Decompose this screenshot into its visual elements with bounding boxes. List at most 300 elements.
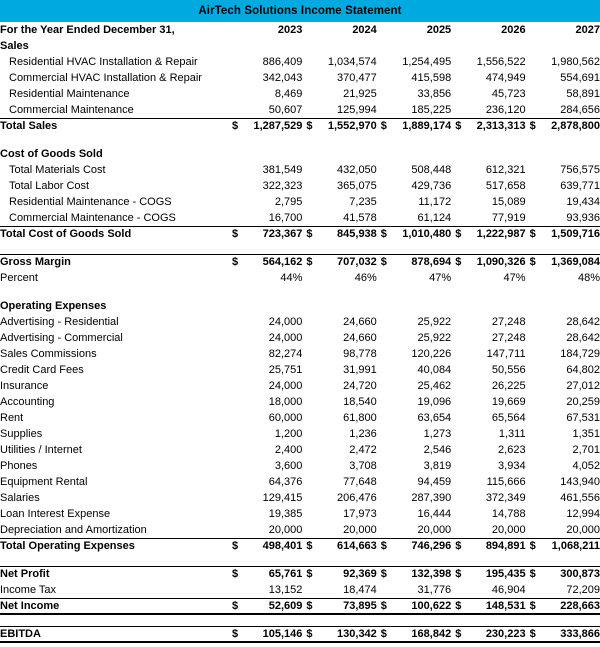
line-item-value: 115,666 (486, 476, 526, 488)
line-item-value: 7,235 (349, 196, 377, 208)
value-cell (377, 146, 451, 162)
line-item-row (0, 442, 600, 458)
currency-symbol: $ (232, 540, 239, 552)
currency-symbol: $ (306, 256, 313, 268)
value-figure: 195,435 (485, 568, 526, 580)
net-profit-value (302, 566, 376, 582)
value-figure: 1,369,084 (551, 256, 600, 268)
currency-symbol: $ (380, 256, 387, 268)
value-figure: 168,842 (411, 627, 452, 640)
line-item-value: 236,120 (485, 103, 526, 116)
section-total-value (451, 538, 525, 554)
section-total-label: Total Cost of Goods Sold (0, 226, 228, 242)
line-item-value: 474,949 (485, 72, 526, 84)
line-item-value: 20,000 (343, 523, 377, 536)
spacer-cell (228, 134, 302, 146)
page-title: AirTech Solutions Income Statement (198, 5, 402, 17)
line-item-value: 25,462 (417, 380, 452, 392)
line-item-value: 27,012 (566, 380, 600, 392)
income-tax-value: 46,904 (491, 583, 526, 596)
line-item-value: 284,656 (560, 103, 600, 116)
line-item-value: 25,922 (417, 316, 452, 328)
gross-margin-percent-value: 48% (577, 272, 600, 284)
line-item-label: Accounting (0, 396, 55, 408)
line-item-value: 50,607 (268, 103, 303, 116)
section-total-value (377, 118, 451, 134)
value-cell (526, 38, 600, 54)
line-item-value: 77,648 (343, 476, 377, 488)
line-item-value: 16,444 (417, 508, 452, 520)
ebitda-value (451, 626, 525, 642)
line-item-value: 756,575 (560, 164, 600, 176)
currency-symbol: $ (306, 627, 313, 640)
line-item-value: 27,248 (491, 332, 526, 344)
spacer-cell (526, 286, 600, 298)
value-cell (526, 146, 600, 162)
net-income-value (302, 598, 376, 614)
value-figure: 723,367 (262, 228, 303, 240)
line-item-row (0, 522, 600, 538)
currency-symbol: $ (529, 540, 536, 552)
line-item-row (0, 70, 600, 86)
line-item-value: 50,556 (491, 364, 526, 376)
currency-symbol: $ (529, 627, 536, 640)
line-item-label: Commercial Maintenance (9, 103, 134, 116)
currency-symbol: $ (380, 599, 387, 612)
line-item-value: 41,578 (343, 211, 377, 224)
line-item-label: Utilities / Internet (0, 444, 82, 456)
line-item-row (0, 194, 600, 210)
line-item-row (0, 426, 600, 442)
line-item-row (0, 362, 600, 378)
value-figure: 1,552,970 (327, 120, 377, 132)
income-statement-table (0, 22, 600, 643)
line-item-value: 370,477 (337, 72, 377, 84)
line-item-label: Advertising - Residential (0, 316, 119, 328)
value-figure: 1,010,480 (402, 228, 452, 240)
spacer-cell (526, 554, 600, 566)
currency-symbol: $ (529, 228, 536, 240)
line-item-value: 17,973 (343, 508, 377, 520)
line-item-row (0, 314, 600, 330)
line-item-value: 40,084 (417, 364, 452, 376)
line-item-value: 508,448 (411, 164, 452, 176)
section-total-value (228, 118, 302, 134)
value-cell (228, 146, 302, 162)
spacer-cell (377, 134, 451, 146)
currency-symbol: $ (232, 120, 239, 132)
line-item-value: 15,089 (491, 196, 526, 208)
spacer-row (0, 134, 600, 146)
line-item-value: 65,564 (491, 412, 526, 424)
net-income-value (526, 598, 600, 614)
currency-symbol: $ (380, 540, 387, 552)
net-profit-value (451, 566, 525, 582)
line-item-value: 2,472 (349, 444, 377, 456)
value-figure: 52,609 (268, 599, 303, 612)
value-figure: 1,287,529 (253, 120, 303, 132)
currency-symbol: $ (306, 568, 313, 580)
net-income-row (0, 598, 600, 614)
line-item-value: 1,034,574 (327, 56, 377, 68)
line-item-value: 129,415 (262, 492, 303, 504)
line-item-value: 11,172 (418, 196, 452, 208)
line-item-value: 33,856 (417, 88, 452, 100)
currency-symbol: $ (529, 568, 536, 580)
spacer-cell (451, 242, 525, 254)
line-item-value: 61,800 (343, 412, 377, 424)
period-label: For the Year Ended December 31, (0, 24, 175, 36)
line-item-value: 18,540 (343, 396, 377, 408)
line-item-value: 3,708 (349, 460, 377, 472)
line-item-label: Phones (0, 460, 38, 472)
currency-symbol: $ (306, 599, 313, 612)
section-total-row (0, 226, 600, 242)
line-item-label: Sales Commissions (0, 348, 97, 360)
currency-symbol: $ (232, 568, 239, 580)
spacer-cell (377, 242, 451, 254)
section-total-row (0, 538, 600, 554)
value-figure: 746,296 (411, 540, 452, 552)
currency-symbol: $ (455, 120, 462, 132)
section-heading: Operating Expenses (0, 300, 107, 312)
line-item-value: 381,549 (262, 164, 303, 176)
section-heading-row (0, 146, 600, 162)
line-item-row (0, 474, 600, 490)
value-figure: 148,531 (485, 599, 526, 612)
line-item-value: 287,390 (411, 492, 452, 504)
currency-symbol: $ (455, 599, 462, 612)
ebitda-value (526, 626, 600, 642)
spacer-cell (0, 614, 228, 626)
line-item-value: 4,052 (572, 460, 600, 472)
gross-margin-percent-row (0, 270, 600, 286)
column-header-year: 2025 (426, 24, 452, 36)
line-item-value: 125,994 (337, 103, 377, 116)
spacer-cell (451, 554, 525, 566)
line-item-label: Salaries (0, 492, 40, 504)
section-total-row (0, 118, 600, 134)
gross-margin-row (0, 254, 600, 270)
line-item-value: 184,729 (560, 348, 600, 360)
line-item-value: 2,701 (572, 444, 600, 456)
line-item-value: 20,000 (566, 523, 600, 536)
line-item-value: 31,991 (343, 364, 377, 376)
line-item-value: 98,778 (343, 348, 377, 360)
value-figure: 230,223 (485, 627, 526, 640)
line-item-value: 21,925 (343, 88, 377, 100)
spacer-cell (302, 614, 376, 626)
line-item-value: 19,434 (566, 196, 600, 208)
ebitda-value (377, 626, 451, 642)
line-item-value: 3,934 (498, 460, 526, 472)
line-item-value: 20,259 (566, 396, 600, 408)
line-item-row (0, 490, 600, 506)
line-item-value: 206,476 (337, 492, 377, 504)
value-cell (302, 38, 376, 54)
value-cell (451, 146, 525, 162)
currency-symbol: $ (380, 228, 387, 240)
spacer-cell (377, 286, 451, 298)
line-item-value: 372,349 (485, 492, 526, 504)
line-item-label: Supplies (0, 428, 43, 440)
line-item-label: Residential Maintenance - COGS (9, 196, 172, 208)
net-profit-value (228, 566, 302, 582)
value-figure: 228,663 (560, 599, 600, 612)
value-figure: 92,369 (343, 568, 377, 580)
gross-margin-value (451, 254, 525, 270)
income-tax-row (0, 582, 600, 598)
line-item-value: 24,000 (268, 316, 303, 328)
spacer-cell (0, 554, 228, 566)
section-heading: Cost of Goods Sold (0, 148, 103, 160)
value-figure: 707,032 (337, 256, 377, 268)
value-figure: 878,694 (411, 256, 452, 268)
spacer-cell (0, 134, 228, 146)
currency-symbol: $ (306, 120, 313, 132)
line-item-value: 24,000 (268, 380, 303, 392)
value-figure: 132,398 (411, 568, 452, 580)
value-figure: 564,162 (262, 256, 303, 268)
gross-margin-label: Gross Margin (0, 254, 228, 270)
line-item-value: 25,751 (268, 364, 303, 376)
line-item-value: 120,226 (411, 348, 452, 360)
ebitda-row (0, 626, 600, 642)
section-total-value (302, 118, 376, 134)
column-header-year: 2026 (501, 24, 526, 36)
column-header-year: 2023 (277, 24, 303, 36)
gross-margin-value (526, 254, 600, 270)
line-item-value: 517,658 (485, 180, 526, 192)
section-total-value (451, 226, 525, 242)
spacer-row (0, 554, 600, 566)
line-item-value: 20,000 (491, 523, 526, 536)
line-item-row (0, 458, 600, 474)
line-item-value: 432,050 (337, 164, 377, 176)
line-item-value: 415,598 (411, 72, 452, 84)
line-item-value: 19,669 (491, 396, 526, 408)
line-item-value: 14,788 (491, 508, 526, 520)
line-item-value: 143,940 (560, 476, 600, 488)
currency-symbol: $ (529, 120, 536, 132)
currency-symbol: $ (455, 568, 462, 580)
column-header-year: 2024 (352, 24, 377, 36)
spacer-cell (302, 286, 376, 298)
section-heading: Sales (0, 40, 29, 52)
value-cell (526, 298, 600, 314)
section-heading-row (0, 298, 600, 314)
section-total-label: Total Sales (0, 118, 228, 134)
currency-symbol: $ (306, 228, 313, 240)
value-figure: 1,509,716 (551, 228, 600, 240)
gross-margin-value (377, 254, 451, 270)
line-item-value: 45,723 (491, 88, 526, 100)
line-item-value: 3,600 (274, 460, 303, 472)
net-profit-row (0, 566, 600, 582)
value-figure: 2,313,313 (476, 120, 526, 132)
line-item-value: 1,254,495 (402, 56, 452, 68)
line-item-value: 27,248 (491, 316, 526, 328)
line-item-label: Equipment Rental (0, 476, 88, 488)
line-item-value: 147,711 (486, 348, 526, 360)
value-figure: 1,090,326 (476, 256, 526, 268)
line-item-value: 19,385 (268, 508, 303, 520)
section-total-value (526, 118, 600, 134)
value-figure: 105,146 (262, 627, 303, 640)
line-item-row (0, 210, 600, 226)
income-tax-value: 31,776 (417, 583, 452, 596)
gross-margin-value (302, 254, 376, 270)
line-item-label: Loan Interest Expense (0, 508, 111, 520)
line-item-value: 28,642 (566, 316, 600, 328)
line-item-label: Residential HVAC Installation & Repair (9, 56, 198, 68)
currency-symbol: $ (455, 228, 462, 240)
spacer-cell (302, 134, 376, 146)
net-profit-value (526, 566, 600, 582)
ebitda-label: EBITDA (0, 626, 228, 642)
currency-symbol: $ (455, 627, 462, 640)
line-item-value: 28,642 (566, 332, 600, 344)
spacer-cell (0, 286, 228, 298)
line-item-value: 2,623 (498, 444, 526, 456)
value-cell (228, 38, 302, 54)
line-item-label: Credit Card Fees (0, 364, 84, 376)
section-total-value (228, 226, 302, 242)
line-item-value: 1,200 (274, 428, 303, 440)
line-item-value: 554,691 (560, 72, 600, 84)
spacer-cell (451, 614, 525, 626)
currency-symbol: $ (529, 599, 536, 612)
line-item-value: 612,321 (485, 164, 526, 176)
spacer-cell (228, 242, 302, 254)
value-figure: 845,938 (337, 228, 377, 240)
value-figure: 1,068,211 (551, 540, 600, 552)
income-tax-value: 18,474 (343, 583, 377, 596)
column-header-row (0, 22, 600, 38)
line-item-value: 82,274 (268, 348, 303, 360)
line-item-value: 886,409 (262, 56, 303, 68)
income-tax-label: Income Tax (0, 583, 57, 596)
gross-margin-percent-label: Percent (0, 272, 38, 284)
line-item-row (0, 54, 600, 70)
column-header-year: 2027 (575, 24, 600, 36)
section-total-value (377, 226, 451, 242)
line-item-value: 20,000 (268, 523, 303, 536)
line-item-value: 58,891 (566, 88, 600, 100)
value-figure: 65,761 (268, 568, 303, 580)
section-total-value (526, 538, 600, 554)
line-item-value: 64,802 (566, 364, 600, 376)
line-item-row (0, 162, 600, 178)
net-profit-label: Net Profit (0, 566, 228, 582)
value-cell (377, 38, 451, 54)
currency-symbol: $ (306, 540, 313, 552)
section-total-value (377, 538, 451, 554)
value-cell (377, 298, 451, 314)
income-tax-value: 13,152 (268, 583, 303, 596)
value-figure: 1,222,987 (476, 228, 526, 240)
line-item-label: Total Labor Cost (9, 180, 90, 192)
value-figure: 130,342 (337, 627, 377, 640)
line-item-value: 322,323 (262, 180, 303, 192)
line-item-label: Advertising - Commercial (0, 332, 123, 344)
currency-symbol: $ (455, 540, 462, 552)
spacer-row (0, 614, 600, 626)
ebitda-value (228, 626, 302, 642)
value-cell (302, 146, 376, 162)
line-item-value: 67,531 (566, 412, 600, 424)
line-item-value: 2,795 (274, 196, 303, 208)
value-cell (302, 298, 376, 314)
line-item-label: Insurance (0, 380, 49, 392)
line-item-value: 93,936 (566, 211, 600, 224)
line-item-row (0, 330, 600, 346)
line-item-row (0, 86, 600, 102)
line-item-value: 94,459 (417, 476, 452, 488)
line-item-value: 77,919 (491, 211, 526, 224)
spacer-cell (302, 242, 376, 254)
line-item-row (0, 102, 600, 118)
line-item-value: 429,736 (411, 180, 452, 192)
spacer-cell (228, 614, 302, 626)
line-item-row (0, 410, 600, 426)
line-item-value: 1,236 (349, 428, 377, 440)
value-figure: 333,866 (560, 627, 600, 640)
value-figure: 614,663 (337, 540, 377, 552)
spacer-row (0, 286, 600, 298)
line-item-value: 461,556 (560, 492, 600, 504)
line-item-value: 639,771 (560, 180, 600, 192)
line-item-value: 64,376 (268, 476, 303, 488)
spacer-cell (451, 286, 525, 298)
line-item-value: 16,700 (268, 211, 303, 224)
line-item-value: 185,225 (411, 103, 452, 116)
line-item-value: 61,124 (417, 211, 452, 224)
value-cell (451, 298, 525, 314)
line-item-value: 60,000 (268, 412, 303, 424)
statement-title-bar (0, 0, 600, 22)
section-heading-row (0, 38, 600, 54)
section-total-value (228, 538, 302, 554)
spacer-cell (302, 554, 376, 566)
line-item-label: Commercial HVAC Installation & Repair (9, 72, 202, 84)
line-item-label: Residential Maintenance (9, 88, 130, 100)
line-item-row (0, 346, 600, 362)
line-item-row (0, 378, 600, 394)
section-total-value (451, 118, 525, 134)
currency-symbol: $ (232, 256, 239, 268)
line-item-value: 1,980,562 (551, 56, 600, 68)
line-item-value: 1,351 (572, 428, 600, 440)
line-item-value: 3,819 (423, 460, 452, 472)
spacer-cell (526, 242, 600, 254)
currency-symbol: $ (232, 228, 239, 240)
line-item-value: 26,225 (491, 380, 526, 392)
net-income-value (377, 598, 451, 614)
line-item-value: 2,546 (423, 444, 452, 456)
line-item-value: 24,000 (268, 332, 303, 344)
gross-margin-percent-value: 47% (429, 272, 452, 284)
spacer-cell (526, 134, 600, 146)
spacer-cell (0, 242, 228, 254)
line-item-value: 342,043 (262, 72, 303, 84)
line-item-value: 63,654 (417, 412, 452, 424)
line-item-value: 25,922 (417, 332, 452, 344)
spacer-cell (377, 614, 451, 626)
gross-margin-percent-value: 46% (354, 272, 377, 284)
line-item-value: 20,000 (417, 523, 452, 536)
line-item-value: 12,994 (566, 508, 600, 520)
